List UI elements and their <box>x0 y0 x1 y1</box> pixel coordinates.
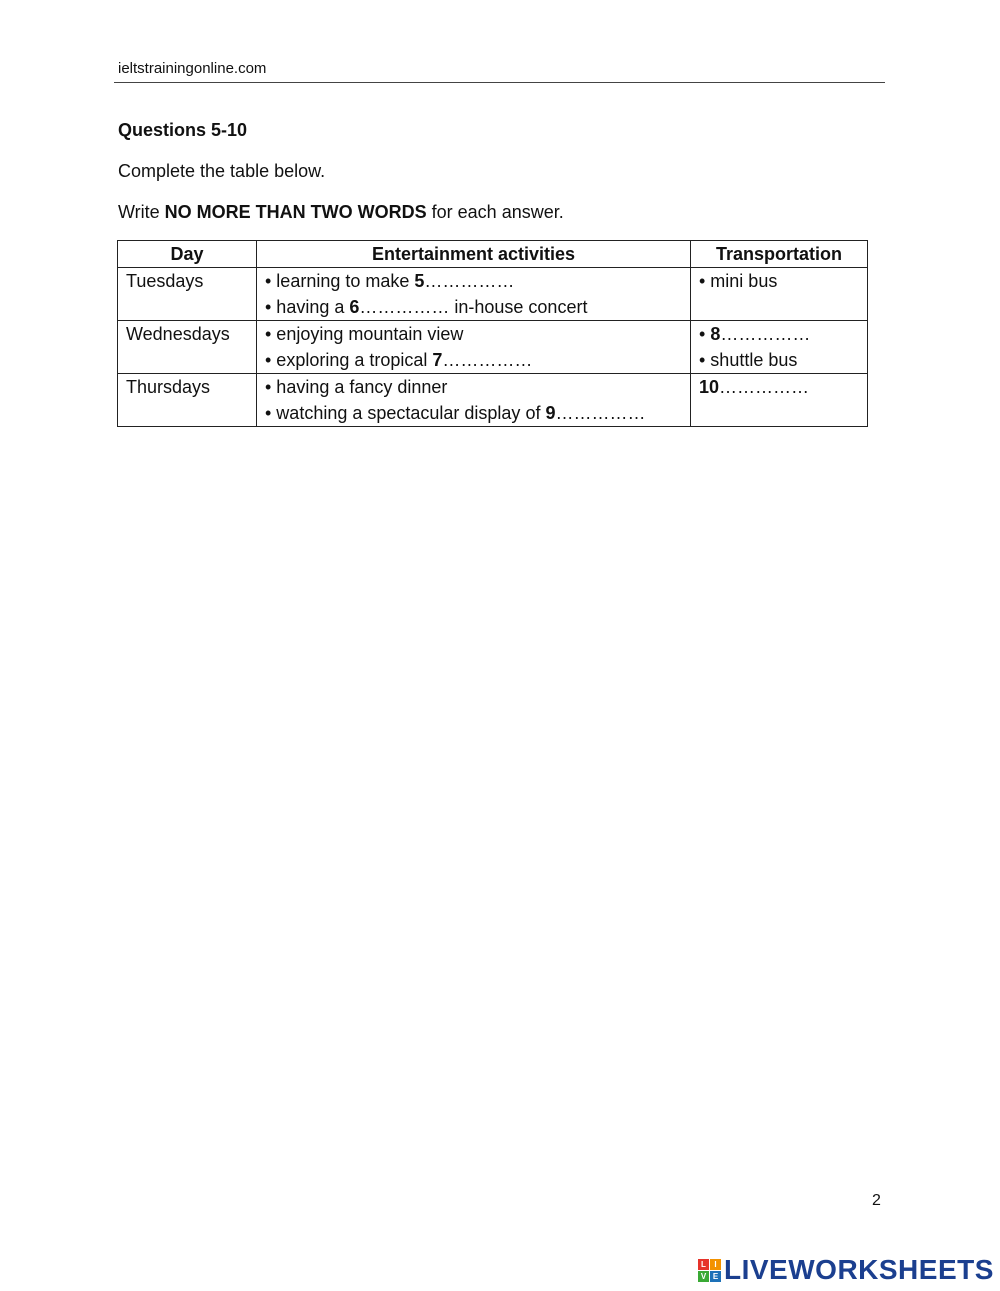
logo-tile: V <box>698 1271 709 1282</box>
answer-blank[interactable]: …………… <box>719 377 810 397</box>
activities-cell <box>257 268 691 321</box>
activities-cell <box>257 374 691 427</box>
logo-tile: E <box>710 1271 721 1282</box>
site-name: ieltstrainingonline.com <box>118 60 267 77</box>
cell-line: • enjoying mountain view <box>265 324 464 344</box>
table-row <box>118 374 868 427</box>
header-transportation: Transportation <box>691 241 868 268</box>
transport-cell <box>691 268 868 321</box>
day-cell: Thursdays <box>118 374 257 427</box>
brand-name: LIVEWORKSHEETS <box>724 1254 994 1285</box>
table-row <box>118 321 868 374</box>
cell-line: • shuttle bus <box>699 350 798 370</box>
cell-line: • having a 6…………… in-house concert <box>265 297 588 317</box>
cell-line: • having a fancy dinner <box>265 377 448 397</box>
question-table <box>117 240 868 427</box>
liveworksheets-logo <box>698 1254 994 1286</box>
question-number: 7 <box>432 350 443 370</box>
question-number: 9 <box>545 403 556 423</box>
answer-blank[interactable]: …………… <box>555 403 646 423</box>
cell-line: • exploring a tropical 7…………… <box>265 350 533 370</box>
table-header-row <box>118 241 868 268</box>
day-cell: Tuesdays <box>118 268 257 321</box>
header-day: Day <box>118 241 257 268</box>
answer-blank[interactable]: …………… <box>720 324 811 344</box>
cell-line: • watching a spectacular display of 9…………… <box>265 403 646 423</box>
question-number: 10 <box>699 377 720 397</box>
day-cell: Wednesdays <box>118 321 257 374</box>
header-entertainment: Entertainment activities <box>257 241 691 268</box>
cell-line: • learning to make 5…………… <box>265 271 515 291</box>
answer-blank[interactable]: …………… <box>359 297 450 317</box>
cell-line <box>699 374 859 400</box>
logo-tile: I <box>710 1259 721 1270</box>
page-number: 2 <box>872 1192 881 1209</box>
question-number: 8 <box>710 324 721 344</box>
logo-tile: L <box>698 1259 709 1270</box>
question-number: 5 <box>414 271 425 291</box>
cell-line: • 8…………… <box>699 324 811 344</box>
instruction-text: Complete the table below. <box>118 161 326 181</box>
transport-cell <box>691 374 868 427</box>
transport-cell <box>691 321 868 374</box>
answer-blank[interactable]: …………… <box>424 271 515 291</box>
table-row <box>118 268 868 321</box>
header-divider <box>114 82 885 83</box>
cell-line: • mini bus <box>699 271 778 291</box>
questions-title: Questions 5-10 <box>118 120 248 140</box>
word-limit-instruction: Write NO MORE THAN TWO WORDS for each answer. <box>118 202 564 222</box>
logo-mark-icon <box>698 1259 721 1282</box>
question-number: 6 <box>349 297 360 317</box>
activities-cell <box>257 321 691 374</box>
answer-blank[interactable]: …………… <box>442 350 533 370</box>
